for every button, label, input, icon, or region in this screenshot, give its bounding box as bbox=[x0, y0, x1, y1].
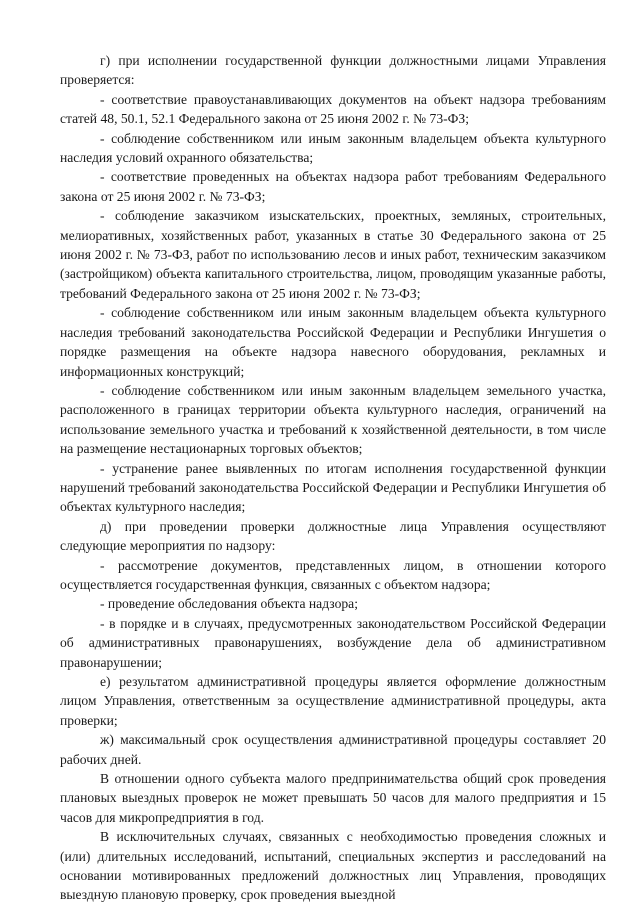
paragraph-zh-max-term: ж) максимальный срок осуществления административной процедуры составляет 20 рабочих дней. bbox=[60, 732, 606, 767]
paragraph-documents-review: - рассмотрение документов, представленных лицом, в отношении которого осуществляется государственная функция, связанных с объектом надзора; bbox=[60, 557, 606, 592]
paragraph-small-business-limit: В отношении одного субъекта малого предпринимательства общий срок проведения плановых выездных проверок не может превышать 50 часов для малого предприятия и 15 часов для микропредприятия в год. bbox=[60, 771, 606, 825]
paragraph-violations-elimination: - устранение ранее выявленных по итогам исполнения государственной функции нарушений требований законодательства Российской Федерации и Республики Ингушетия об объектах культурного наследия; bbox=[60, 460, 606, 515]
paragraph-works-compliance: - соответствие проведенных на объектах надзора работ требованиям Федерального закона от 25 июня 2002 г. № 73-ФЗ; bbox=[60, 169, 606, 204]
paragraph-g-intro: г) при исполнении государственной функции должностными лицами Управления проверяется: bbox=[60, 53, 606, 88]
document-page bbox=[60, 51, 606, 905]
paragraph-offense-case: - в порядке и в случаях, предусмотренных законодательством Российской Федерации об административных правонарушениях, возбуждение дела об административном правонарушении; bbox=[60, 615, 606, 670]
paragraph-customer-compliance: - соблюдение заказчиком изыскательских, проектных, земляных, строительных, мелиоративных, хозяйственных работ, указанных в статье 30 Федерального закона от 25 июня 2002 г. № 73-ФЗ, работ по использованию лесов и иных работ, техническим заказчиком (застройщиком) объекта капитального строительства, лицом, проводящим указанные работы, требований Федерального закона от 25 июня 2002 г. № 73-ФЗ; bbox=[60, 208, 606, 301]
paragraph-title-documents: - соответствие правоустанавливающих документов на объект надзора требованиям статей 48, 50.1, 52.1 Федерального закона от 25 июня 2002 г. № 73-ФЗ; bbox=[60, 91, 606, 127]
paragraph-d-intro: д) при проведении проверки должностные лица Управления осуществляют следующие мероприятия по надзору: bbox=[60, 518, 606, 554]
paragraph-inspection: - проведение обследования объекта надзора; bbox=[100, 596, 358, 612]
paragraph-exceptional-cases: В исключительных случаях, связанных с необходимостью проведения сложных и (или) длительных исследований, испытаний, специальных экспертиз и расследований на основании мотивированных предложений должностных лиц Управления, проводящих выездную плановую проверку, срок проведения выездной bbox=[60, 829, 606, 903]
paragraph-land-plot-restrictions: - соблюдение собственником или иным законным владельцем земельного участка, расположенного в границах территории объекта культурного наследия, ограничений на использование земельного участка и требований к хозяйственной деятельности, в том числе на размещение нестационарных торговых объектов; bbox=[60, 382, 606, 457]
paragraph-e-result: е) результатом административной процедуры является оформление должностным лицом Управления, ответственным за осуществление административной процедуры, акта проверки; bbox=[60, 674, 606, 728]
paragraph-advertising-placement: - соблюдение собственником или иным законным владельцем объекта культурного наследия требований законодательства Российской Федерации и Республики Ингушетия о порядке размещения на объекте надзора навесного оборудования, рекламных и информационных конструкций; bbox=[60, 305, 606, 379]
paragraph-protection-obligation: - соблюдение собственником или иным законным владельцем объекта культурного наследия условий охранного обязательства; bbox=[60, 130, 606, 166]
